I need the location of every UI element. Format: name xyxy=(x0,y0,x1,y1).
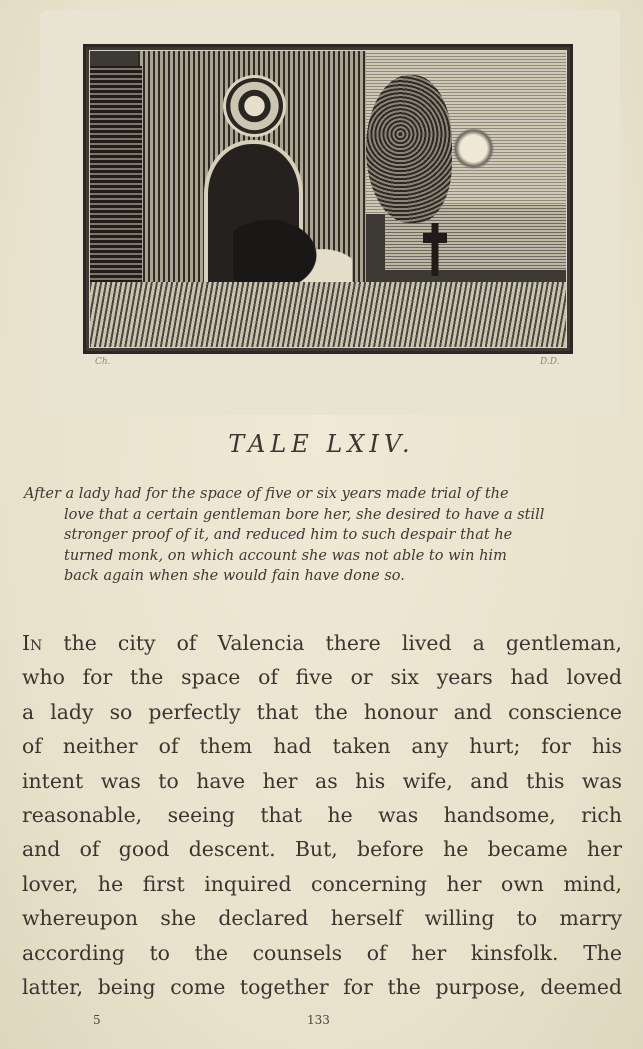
body-line: and of good descent. But, before he became her xyxy=(22,837,622,862)
body-line: whereupon she declared herself willing to marry xyxy=(22,906,622,931)
body-text xyxy=(22,626,622,1004)
body-line: according to the counsels of her kinsfolk. The xyxy=(22,940,622,965)
page-number: 133 xyxy=(307,1013,330,1027)
signature-mark: 5 xyxy=(93,1013,101,1027)
body-line: of neither of them had taken any hurt; for his xyxy=(22,734,622,759)
body-line: intent was to have her as his wife, and this was xyxy=(22,768,622,793)
argument-line: stronger proof of it, and reduced him to such despair that he xyxy=(64,527,513,543)
argument-line: love that a certain gentleman bore her, she desired to have a still xyxy=(64,506,545,523)
flying-cupid xyxy=(452,128,495,169)
argument-line: back again when she would fain have done so. xyxy=(64,568,405,584)
drop-word: In xyxy=(22,631,43,655)
ground xyxy=(90,282,566,347)
argument-line: After a lady had for the space of five or six years made trial of the xyxy=(24,486,509,502)
body-line: latter, being come together for the purpose, deemed xyxy=(22,975,622,1000)
body-line: who for the space of five or six years had loved xyxy=(22,665,622,690)
engraver-credit-right: D.D. xyxy=(540,357,560,367)
tale-title: TALE LXIV. xyxy=(228,430,415,458)
gothic-window xyxy=(90,66,142,288)
body-line: a lady so perfectly that the honour and conscience xyxy=(22,699,622,724)
tree xyxy=(366,75,452,223)
cross-tombstone xyxy=(423,223,447,276)
body-line: lover, he first inquired concerning her own mind, xyxy=(22,871,622,896)
rose-window xyxy=(223,75,286,137)
body-line: reasonable, seeing that he was handsome, rich xyxy=(22,803,622,828)
argument-line: turned monk, on which account she was not able to win him xyxy=(64,547,507,564)
engraver-credit-left: Ch. xyxy=(95,357,111,367)
body-line-rest: the city of Valencia there lived a gentleman, xyxy=(42,631,622,655)
engraved-illustration xyxy=(83,44,573,354)
illustration-inner-frame xyxy=(89,50,567,348)
tale-argument xyxy=(24,484,624,587)
body-line xyxy=(22,626,622,660)
